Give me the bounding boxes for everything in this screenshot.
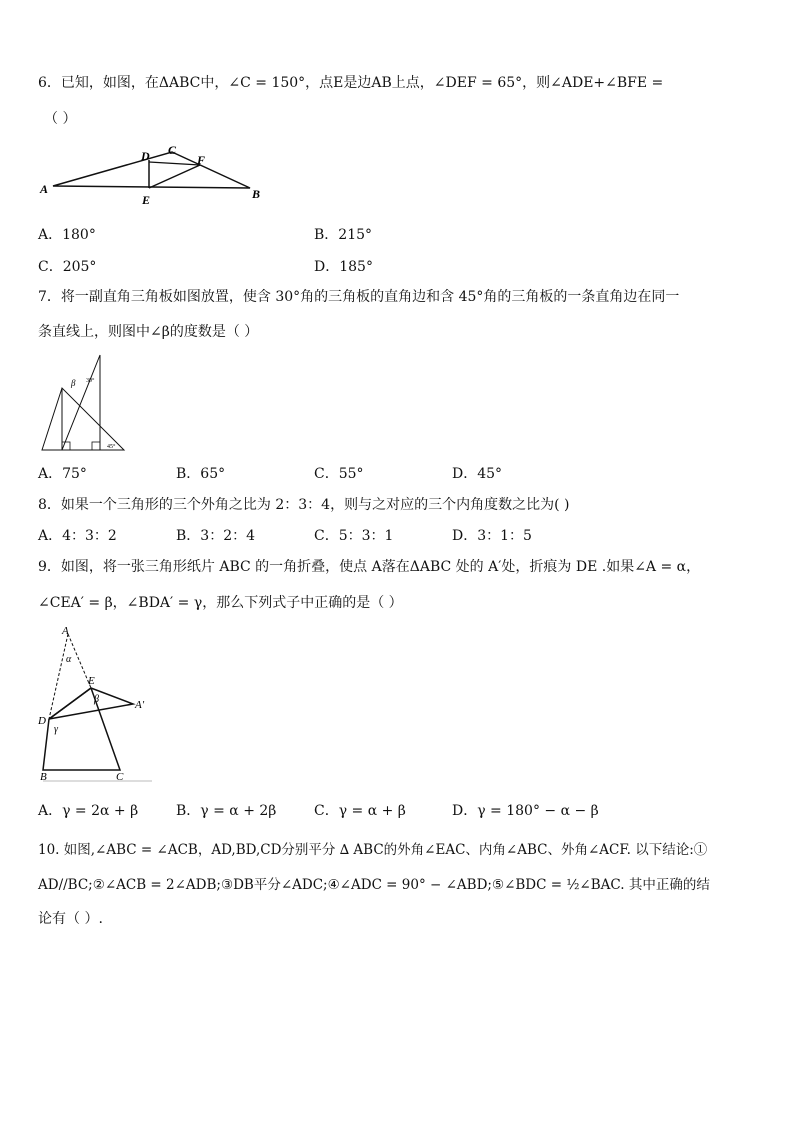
q7-option-c[interactable]: C．55° [314,466,364,482]
q9-option-a[interactable]: A．γ = 2α + β [38,803,139,819]
q9-stem-line1: 9．如图，将一张三角形纸片 ABC 的一角折叠，使点 A落在ΔABC 处的 A′处，折痕为 DE .如果∠A = α， [38,559,701,575]
q9-label-alpha: α [66,654,72,665]
q9-label-c: C [116,771,124,783]
q9-figure [36,624,156,784]
q9-label-a: A [62,625,69,637]
q9-label-beta: β [94,694,99,705]
q7-stem-line1: 7．将一副直角三角板如图放置，使含 30°角的三角板的直角边和含 45°角的三角板的一条直角边在同一 [38,289,680,305]
q6-segment-ef [149,165,200,188]
q6-segment-df [149,162,200,165]
q6-option-d[interactable]: D．185° [314,259,373,275]
q9-stem-line2: ∠CEA′ = β，∠BDA′ = γ，那么下列式子中正确的是（ ） [38,595,403,611]
q7-label-30: 30° [86,378,95,384]
q6-stem-line2: （ ） [44,111,77,127]
q7-label-beta: β [71,378,76,388]
q8-option-a[interactable]: A．4：3：2 [38,528,117,544]
q9-label-a-prime: A′ [135,699,145,711]
q6-figure [38,140,268,210]
q9-label-e: E [88,675,95,687]
q6-option-b[interactable]: B．215° [314,227,373,243]
q7-stem-line2: 条直线上，则图中∠β的度数是（ ） [38,324,259,340]
q7-option-a[interactable]: A．75° [38,466,87,482]
q6-label-b: B [252,187,261,201]
q9-folded-triangle [49,688,133,719]
q6-label-a: A [40,182,49,196]
q9-option-d[interactable]: D．γ = 180° − α − β [452,803,599,819]
q8-option-c[interactable]: C．5：3：1 [314,528,394,544]
q7-label-45: 45° [107,444,116,450]
q7-triangle-30 [62,355,100,450]
q8-option-b[interactable]: B．3：2：4 [176,528,256,544]
q7-option-d[interactable]: D．45° [452,466,503,482]
q6-option-c[interactable]: C．205° [38,259,97,275]
q6-stem-line1: 6．已知，如图，在ΔABC中，∠C = 150°，点E是边AB上点，∠DEF = 65°，则∠ADE+∠BFE = [38,75,664,91]
q8-stem: 8．如果一个三角形的三个外角之比为 2：3：4，则与之对应的三个内角度数之比为( ) [38,497,570,513]
q7-right-angle-mark-2 [92,442,100,450]
q6-triangle-abc [53,152,250,188]
q10-stem-line3: 论有（ ）. [38,911,103,927]
q6-label-c: C [168,143,177,157]
q6-label-e: E [142,193,151,207]
q7-option-b[interactable]: B．65° [176,466,226,482]
q9-label-d: D [38,715,46,727]
q9-option-b[interactable]: B．γ = α + 2β [176,803,277,819]
q6-label-f: F [197,153,206,167]
q9-label-gamma: γ [54,724,58,735]
q9-label-b: B [40,771,47,783]
q8-option-d[interactable]: D．3：1：5 [452,528,532,544]
q7-figure [38,350,138,455]
q9-option-c[interactable]: C．γ = α + β [314,803,406,819]
q10-stem-line2: AD//BC;②∠ACB = 2∠ADB;③DB平分∠ADC;④∠ADC = 90° − ∠ABD;⑤∠BDC = ½∠BAC. 其中正确的结 [38,877,710,893]
q10-stem-line1: 10. 如图,∠ABC = ∠ACB，AD,BD,CD分别平分 ∆ ABC的外角∠EAC、内角∠ABC、外角∠ACF. 以下结论:① [38,842,708,858]
q6-label-d: D [141,149,150,163]
q6-option-a[interactable]: A．180° [38,227,96,243]
